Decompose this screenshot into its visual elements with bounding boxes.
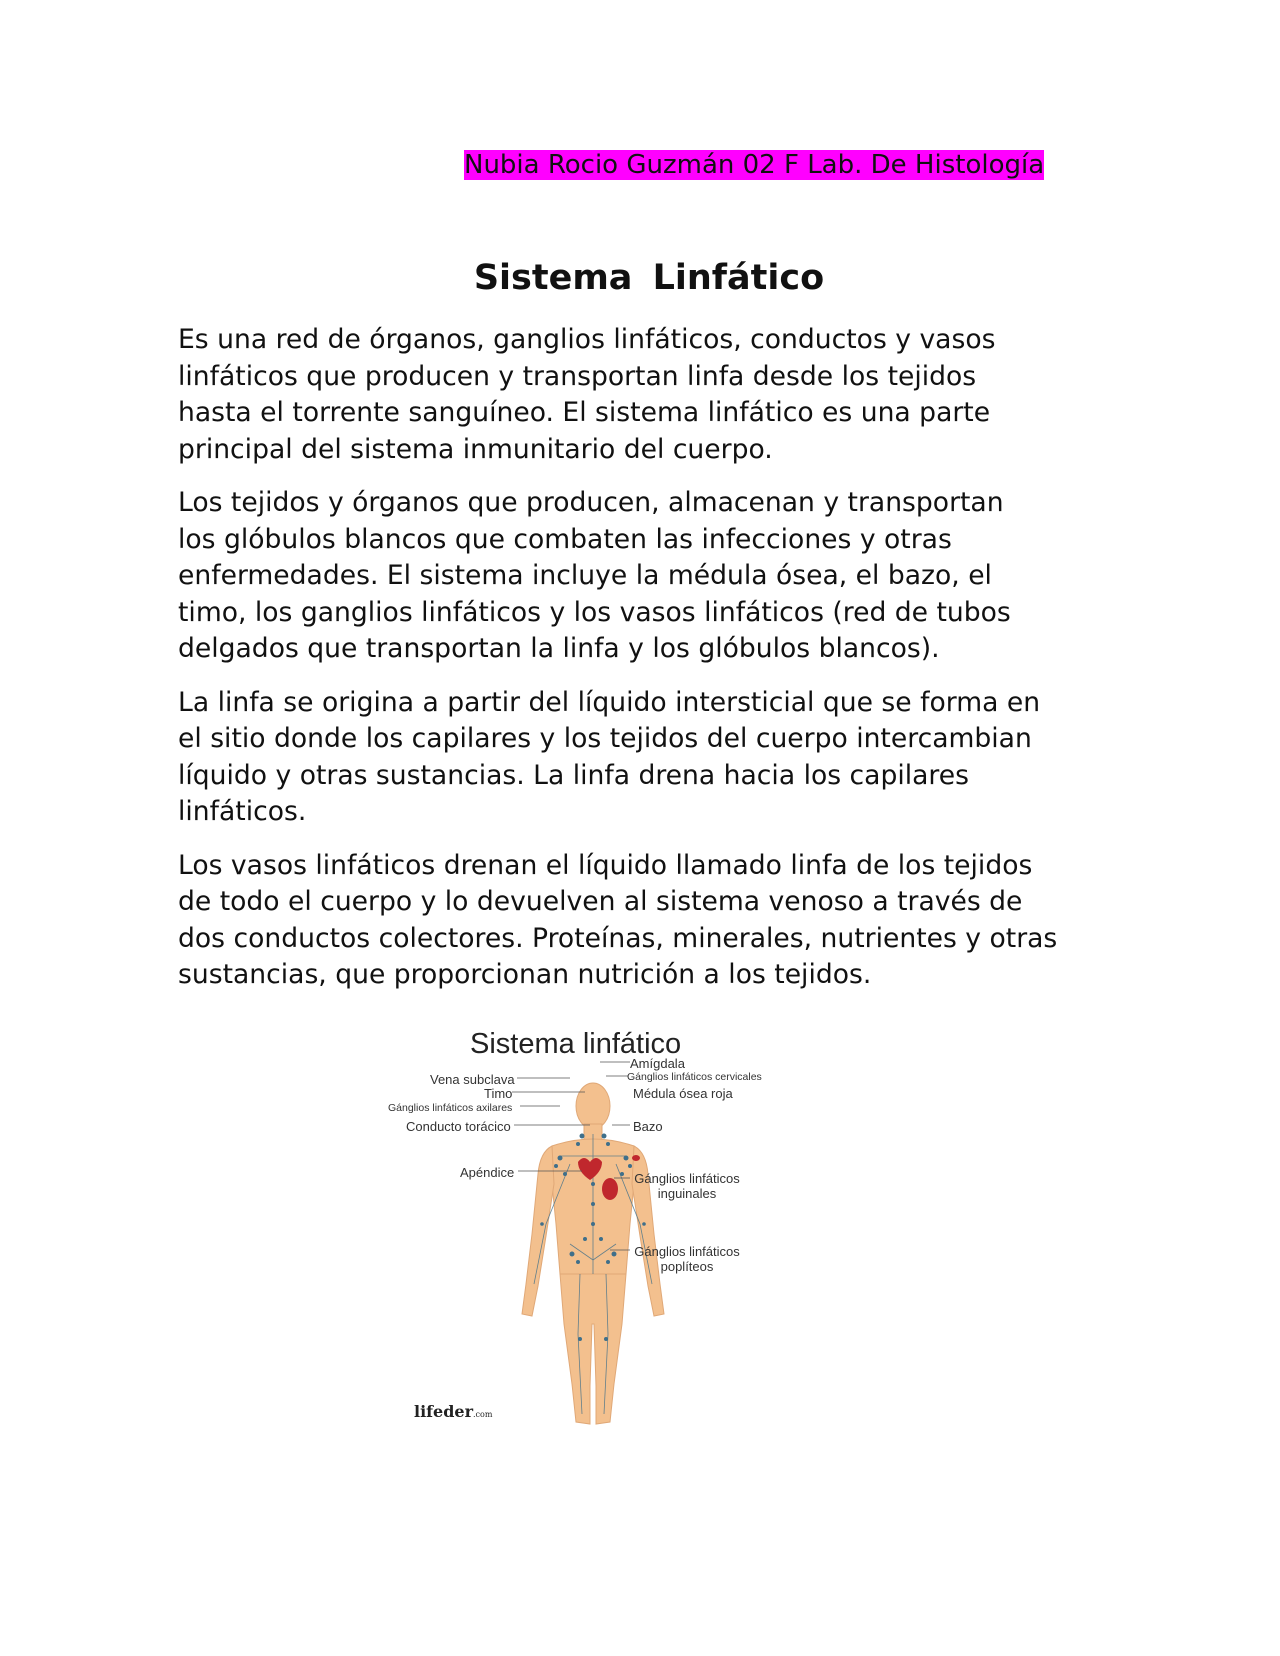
header-author-line xyxy=(462,147,1046,183)
label-apendice: Apéndice xyxy=(460,1165,515,1180)
label-bazo: Bazo xyxy=(633,1119,663,1134)
label-vena-subclava: Vena subclava xyxy=(430,1072,515,1087)
document-body xyxy=(178,322,1118,1011)
lifeder-logo xyxy=(414,1402,492,1421)
label-ganglios-inguinales-line1: Gánglios linfáticos xyxy=(634,1171,740,1186)
label-ganglios-inguinales-line2: inguinales xyxy=(657,1186,717,1201)
figure-title: Sistema linfático xyxy=(470,1028,682,1060)
spleen-icon xyxy=(602,1178,618,1200)
logo-suffix: .com xyxy=(473,1410,493,1419)
label-ganglios-popliteos-line2: poplíteos xyxy=(660,1259,714,1274)
paragraph-4: Los vasos linfáticos drenan el líquido llamado linfa de los tejidos de todo el cuerpo y lo devuelven al sistema venoso a través de dos conductos colectores. Proteínas, minerales, nutrientes y otras sustancias, que proporcionan nutrición a los tejidos. xyxy=(178,849,1058,990)
label-ganglios-inguinales xyxy=(632,1171,742,1201)
label-ganglios-popliteos-line1: Gánglios linfáticos xyxy=(634,1244,740,1259)
label-timo: Timo xyxy=(484,1086,513,1101)
label-medula-osea-roja: Médula ósea roja xyxy=(633,1086,733,1101)
label-ganglios-axilares: Gánglios linfáticos axilares xyxy=(388,1102,513,1114)
label-conducto-toracico: Conducto torácico xyxy=(406,1119,511,1134)
label-amigdala: Amígdala xyxy=(630,1056,685,1071)
logo-text: lifeder xyxy=(414,1402,474,1421)
paragraph-3: La linfa se origina a partir del líquido intersticial que se forma en el sitio donde los capilares y los tejidos del cuerpo intercambian líquido y otras sustancias. La linfa drena hacia los capilares linfáticos. xyxy=(178,686,1041,827)
paragraph-1: Es una red de órganos, ganglios linfáticos, conductos y vasos linfáticos que producen y transportan linfa desde los tejidos hasta el torrente sanguíneo. El sistema linfático es una parte principal del sistema inmunitario del cuerpo. xyxy=(178,324,996,465)
header-highlight: Nubia Rocio Guzmán 02 F Lab. De Histología xyxy=(464,150,1045,180)
document-title: Sistema Linfático xyxy=(473,258,825,298)
label-ganglios-popliteos xyxy=(632,1244,742,1274)
label-ganglios-cervicales: Gánglios linfáticos cervicales xyxy=(627,1071,762,1083)
red-marrow-icon xyxy=(632,1155,640,1161)
lymphatic-system-figure xyxy=(388,1024,820,1434)
paragraph-2: Los tejidos y órganos que producen, almacenan y transportan los glóbulos blancos que combaten las infecciones y otras enfermedades. El sistema incluye la médula ósea, el bazo, el timo, los ganglios linfáticos y los vasos linfáticos (red de tubos delgados que transportan la linfa y los glóbulos blancos). xyxy=(178,487,1011,664)
